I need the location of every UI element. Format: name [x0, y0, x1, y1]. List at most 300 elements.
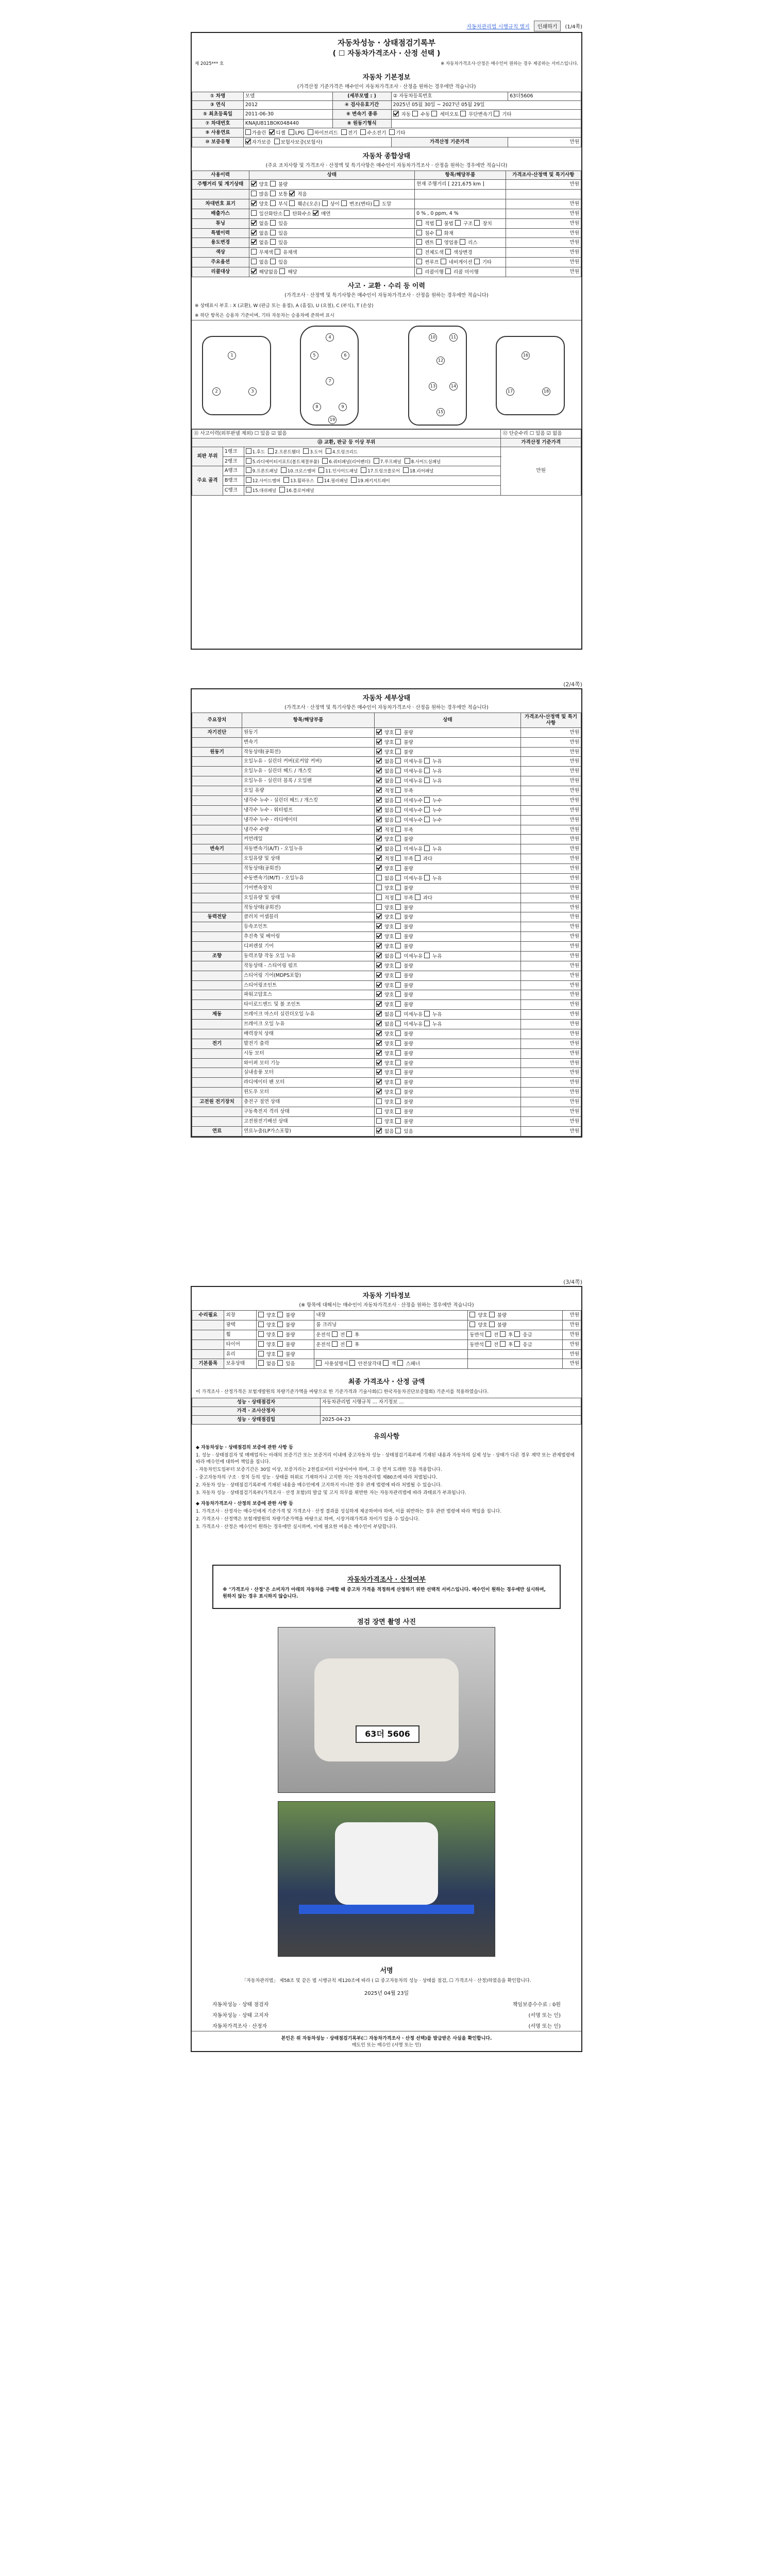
checkbox[interactable] [424, 807, 430, 812]
checkbox[interactable] [246, 487, 251, 493]
checkbox[interactable] [395, 1040, 401, 1046]
basic-cell: ⑤ 최초등록일 [192, 109, 244, 119]
checkbox[interactable] [376, 1021, 382, 1026]
checkbox[interactable] [279, 487, 285, 493]
checkbox[interactable] [258, 1321, 264, 1327]
checkbox[interactable] [395, 962, 401, 968]
part-option[interactable]: 14.필러패널 [317, 477, 348, 484]
checkbox[interactable] [395, 933, 401, 939]
checkbox[interactable] [395, 817, 401, 822]
checkbox[interactable] [485, 1341, 491, 1347]
checkbox[interactable] [376, 787, 382, 793]
checkbox[interactable] [376, 845, 382, 851]
detail-group: 자기진단 [192, 727, 242, 737]
checkbox[interactable] [376, 739, 382, 744]
checkbox[interactable] [245, 129, 251, 135]
sign-value: 2025-04-23 [320, 1416, 581, 1425]
checkbox[interactable] [332, 1341, 338, 1347]
checkbox[interactable] [251, 249, 257, 255]
detail-group [192, 1029, 242, 1039]
checkbox[interactable] [246, 458, 251, 464]
checkbox[interactable] [270, 191, 276, 196]
warranty-option[interactable]: 보험사보증(보험사) [274, 139, 323, 146]
checkbox[interactable] [283, 477, 289, 483]
checkbox[interactable] [376, 885, 382, 890]
checkbox[interactable] [415, 855, 421, 861]
checkbox[interactable] [313, 210, 318, 216]
checkbox[interactable] [376, 749, 382, 754]
checkbox[interactable] [474, 220, 480, 226]
law-link[interactable]: 자동차관리법 시행규칙 별지 [466, 24, 530, 30]
checkbox[interactable] [514, 1331, 520, 1337]
checkbox[interactable] [346, 1341, 352, 1347]
checkbox[interactable] [376, 768, 382, 773]
checkbox[interactable] [395, 749, 401, 754]
checkbox[interactable] [489, 1321, 495, 1327]
checkbox[interactable] [395, 797, 401, 803]
state-cell: 용도변경 [192, 238, 249, 248]
basic-cell [391, 119, 581, 128]
checkbox[interactable] [395, 729, 401, 735]
checkbox[interactable] [460, 239, 465, 245]
sign-label: 성능 · 상태점검일 [192, 1416, 321, 1425]
checkbox[interactable] [500, 1341, 506, 1347]
detail-row [192, 854, 581, 864]
sign-value: 자동차관리법 시행규칙 ... 자기정보 ... [320, 1398, 581, 1407]
part-option[interactable]: 10.크로스멤버 [281, 467, 316, 474]
detail-status: 양호 불량 [375, 912, 521, 922]
checkbox[interactable] [376, 1050, 382, 1056]
others-cell [314, 1349, 468, 1359]
checkbox[interactable] [376, 817, 382, 822]
frame-items-a [244, 466, 501, 476]
checkbox[interactable] [376, 1060, 382, 1065]
checkbox[interactable] [303, 448, 309, 454]
checkbox[interactable] [251, 210, 257, 216]
checkbox[interactable] [424, 953, 430, 958]
checkbox[interactable] [277, 1331, 283, 1337]
checkbox[interactable] [514, 1341, 520, 1347]
checkbox[interactable] [416, 268, 422, 274]
checkbox[interactable] [424, 1011, 430, 1016]
checkbox[interactable] [376, 1030, 382, 1036]
checkbox[interactable] [395, 972, 401, 978]
part-option[interactable]: 11.인사이드패널 [318, 467, 358, 474]
checkbox[interactable] [424, 875, 430, 880]
checkbox[interactable] [441, 259, 446, 264]
part-option[interactable]: 7.루프패널 [374, 458, 401, 465]
checkbox[interactable] [376, 953, 382, 958]
checkbox[interactable] [395, 758, 401, 764]
checkbox[interactable] [395, 1098, 401, 1104]
checkbox[interactable] [258, 1331, 264, 1337]
checkbox[interactable] [376, 826, 382, 832]
checkbox[interactable] [270, 200, 276, 206]
signature-mark[interactable]: (서명 또는 인) [528, 2012, 561, 2019]
checkbox[interactable] [376, 913, 382, 919]
page-2 [191, 680, 582, 1273]
checkbox[interactable] [258, 1341, 264, 1347]
checkbox[interactable] [395, 923, 401, 929]
part-option[interactable]: 16.플로어패널 [279, 487, 314, 494]
checkbox[interactable] [376, 865, 382, 871]
detail-row [192, 990, 581, 1000]
checkbox[interactable] [395, 1118, 401, 1124]
checkbox[interactable] [395, 739, 401, 744]
checkbox[interactable] [395, 1108, 401, 1114]
detail-status: 양호 불량 [375, 922, 521, 932]
checkbox[interactable] [395, 845, 401, 851]
checkbox[interactable] [376, 991, 382, 997]
checkbox[interactable] [289, 200, 295, 206]
part-option[interactable]: 9.프론트패널 [246, 467, 278, 474]
fuel-option[interactable]: 기타 [389, 129, 405, 137]
checkbox[interactable] [403, 467, 409, 473]
checkbox[interactable] [277, 1312, 283, 1317]
checkbox[interactable] [251, 181, 257, 187]
checkbox[interactable] [395, 982, 401, 988]
fuel-option[interactable]: 수소전기 [360, 129, 386, 137]
checkbox[interactable] [500, 1331, 506, 1337]
others-cell: 양호 불량 [468, 1311, 562, 1320]
detail-item: 자동변속기(A/T) - 오일누유 [242, 844, 375, 854]
checkbox[interactable] [376, 758, 382, 764]
checkbox[interactable] [455, 220, 461, 226]
checkbox[interactable] [277, 1321, 283, 1327]
checkbox[interactable] [246, 467, 251, 473]
checkbox[interactable] [395, 1011, 401, 1016]
checkbox[interactable] [431, 111, 437, 116]
checkbox[interactable] [436, 220, 442, 226]
checkbox[interactable] [281, 467, 287, 473]
signature-mark[interactable]: (서명 또는 인) [528, 2023, 561, 2029]
checkbox[interactable] [341, 129, 347, 135]
part-option[interactable]: 19.패키지트레이 [351, 477, 390, 484]
checkbox[interactable] [376, 807, 382, 812]
sign-label: 가격 · 조사산정자 [192, 1407, 321, 1416]
fuel-option[interactable]: 디젤 [269, 129, 285, 137]
checkbox[interactable] [277, 1351, 283, 1357]
checkbox[interactable] [376, 982, 382, 988]
checkbox[interactable] [246, 477, 251, 483]
checkbox[interactable] [270, 259, 276, 264]
frame-rank-b: B랭크 [223, 476, 244, 486]
checkbox[interactable] [277, 1360, 283, 1366]
checkbox[interactable] [332, 1331, 338, 1337]
sign-value [320, 1407, 581, 1416]
checkbox[interactable] [351, 477, 357, 483]
detail-price: 만원 [521, 932, 581, 942]
checkbox[interactable] [270, 230, 276, 235]
checkbox[interactable] [326, 448, 331, 454]
checkbox[interactable] [389, 129, 395, 135]
guide-paragraph: - 자동차인도일부터 보증기간은 30일 이상, 보증거리는 2천킬로미터 이상이어야 하며, 그 중 먼저 도래한 것을 적용합니다. [196, 1467, 442, 1473]
checkbox[interactable] [316, 1360, 322, 1366]
checkbox[interactable] [424, 1021, 430, 1026]
fuel-option[interactable]: 하이브리드 [308, 129, 338, 137]
detail-row [192, 757, 581, 767]
checkbox[interactable] [424, 768, 430, 773]
checkbox[interactable] [289, 191, 295, 196]
detail-row [192, 1048, 581, 1058]
checkbox[interactable] [251, 259, 257, 264]
detail-item: 커먼레일 [242, 835, 375, 844]
state-cell: 만원 [506, 248, 581, 258]
checkbox[interactable] [376, 962, 382, 968]
checkbox[interactable] [270, 239, 276, 245]
checkbox[interactable] [376, 1108, 382, 1114]
checkbox[interactable] [376, 1079, 382, 1084]
checkbox[interactable] [416, 230, 422, 235]
part-option[interactable]: 13.휠하우스 [283, 477, 314, 484]
checkbox[interactable] [251, 230, 257, 235]
warranty-option[interactable]: 자가보증 [245, 139, 271, 146]
checkbox[interactable] [485, 1331, 491, 1337]
checkbox[interactable] [376, 1001, 382, 1007]
checkbox[interactable] [395, 768, 401, 773]
checkbox[interactable] [268, 448, 274, 454]
checkbox[interactable] [376, 1040, 382, 1046]
checkbox[interactable] [322, 458, 328, 464]
checkbox[interactable] [258, 1360, 264, 1366]
checkbox[interactable] [376, 1118, 382, 1124]
others-row [192, 1349, 581, 1359]
checkbox[interactable] [460, 111, 466, 116]
checkbox[interactable] [376, 855, 382, 861]
simple-repair: ⑫ 단순수리 ☐ 있음 ☑ 없음 [501, 429, 581, 438]
others-row [192, 1311, 581, 1320]
detail-price: 만원 [521, 1107, 581, 1116]
checkbox[interactable] [489, 1312, 495, 1317]
detail-row [192, 1020, 581, 1029]
page-number-3: (3/4쪽) [563, 1279, 582, 1285]
basic-cell: ① 차명 [192, 92, 244, 101]
checkbox[interactable] [395, 1079, 401, 1084]
checkbox[interactable] [318, 467, 324, 473]
checkbox[interactable] [317, 477, 323, 483]
others-cell: 수리필요 [192, 1311, 224, 1320]
checkbox[interactable] [258, 1312, 264, 1317]
signature-mark[interactable]: 책임보증수수료 : 0원 [512, 2002, 561, 2008]
detail-price: 만원 [521, 1039, 581, 1048]
checkbox[interactable] [246, 448, 251, 454]
detail-group: 동력전달 [192, 912, 242, 922]
checkbox[interactable] [424, 758, 430, 764]
checkbox[interactable] [416, 249, 422, 255]
checkbox[interactable] [395, 787, 401, 793]
detail-group [192, 757, 242, 767]
checkbox[interactable] [424, 817, 430, 822]
checkbox[interactable] [376, 923, 382, 929]
detail-item: 냉각수 누수 - 라디에이터 [242, 815, 375, 825]
checkbox[interactable] [395, 1001, 401, 1007]
basic-cell: KNAJU811BOK048440 [243, 119, 332, 128]
checkbox[interactable] [349, 1360, 355, 1366]
checkbox[interactable] [416, 239, 422, 245]
checkbox[interactable] [376, 933, 382, 939]
checkbox[interactable] [245, 139, 251, 144]
checkbox[interactable] [376, 1098, 382, 1104]
checkbox[interactable] [395, 875, 401, 880]
checkbox[interactable] [277, 1341, 283, 1347]
checkbox[interactable] [395, 1089, 401, 1094]
fuel-option[interactable]: 전기 [341, 129, 357, 137]
checkbox[interactable] [436, 239, 442, 245]
checkbox[interactable] [416, 220, 422, 226]
checkbox[interactable] [395, 807, 401, 812]
checkbox[interactable] [469, 1312, 475, 1317]
print-button[interactable]: 인쇄하기 [534, 21, 561, 31]
state-cell: 많음 보통 적음 [249, 190, 415, 199]
checkbox[interactable] [376, 943, 382, 948]
others-cell: 동반석 전 후 응급 [468, 1340, 562, 1349]
checkbox[interactable] [308, 129, 313, 135]
checkbox[interactable] [383, 1360, 389, 1366]
checkbox[interactable] [395, 865, 401, 871]
part-marker: 12 [436, 357, 445, 365]
detail-status: 양호 불량 [375, 835, 521, 844]
checkbox[interactable] [395, 885, 401, 890]
detail-group [192, 922, 242, 932]
checkbox[interactable] [395, 826, 401, 832]
part-option[interactable]: 18.리어패널 [403, 467, 433, 474]
checkbox[interactable] [251, 268, 257, 274]
detail-price: 만원 [521, 825, 581, 835]
detail-item: 윈도우 모터 [242, 1088, 375, 1097]
part-option[interactable]: 4.트렁크리드 [326, 448, 358, 455]
part-option[interactable]: 15.대쉬패널 [246, 487, 276, 494]
checkbox[interactable] [395, 1069, 401, 1075]
detail-group [192, 737, 242, 747]
checkbox[interactable] [289, 129, 294, 135]
checkbox[interactable] [395, 943, 401, 948]
checkbox[interactable] [275, 249, 280, 255]
checkbox[interactable] [376, 729, 382, 735]
part-option[interactable]: 6.쿼터패널(리어펜더) [322, 458, 370, 465]
checkbox[interactable] [445, 249, 451, 255]
checkbox[interactable] [424, 777, 430, 783]
checkbox[interactable] [395, 1030, 401, 1036]
part-option[interactable]: 1.후드 [246, 448, 265, 455]
checkbox[interactable] [251, 220, 257, 226]
checkbox[interactable] [494, 111, 499, 116]
checkbox[interactable] [376, 836, 382, 841]
checkbox[interactable] [469, 1321, 475, 1327]
checkbox[interactable] [361, 467, 366, 473]
fuel-option[interactable]: 가솔린 [245, 129, 266, 137]
checkbox[interactable] [395, 855, 401, 861]
checkbox[interactable] [360, 129, 366, 135]
checkbox[interactable] [424, 845, 430, 851]
others-cell: 운전석 전 후 [314, 1340, 468, 1349]
checkbox[interactable] [393, 111, 399, 116]
checkbox[interactable] [346, 1331, 352, 1337]
checkbox[interactable] [405, 458, 410, 464]
part-option[interactable]: 8.사이드실패널 [405, 458, 441, 465]
detail-status: 양호 불량 [375, 942, 521, 952]
checkbox[interactable] [374, 200, 379, 206]
checkbox[interactable] [376, 1089, 382, 1094]
checkbox[interactable] [445, 268, 451, 274]
checkbox[interactable] [270, 220, 276, 226]
others-table [192, 1310, 581, 1369]
state-head-cell: 항목/해당부품 [415, 171, 506, 180]
checkbox[interactable] [395, 777, 401, 783]
detail-item: 냉각수 누수 - 실린더 헤드 / 개스킷 [242, 795, 375, 805]
checkbox[interactable] [341, 200, 347, 206]
state-head-cell: 상태 [249, 171, 415, 180]
checkbox[interactable] [251, 239, 257, 245]
checkbox[interactable] [416, 259, 422, 264]
checkbox[interactable] [376, 904, 382, 910]
accident-legend-2: ※ 하단 항목은 승용차 기준이며, 기타 자동차는 승용차에 준하여 표시 [195, 313, 334, 318]
part-option[interactable]: 3.도어 [303, 448, 323, 455]
checkbox[interactable] [258, 1351, 264, 1357]
checkbox[interactable] [376, 1069, 382, 1075]
checkbox[interactable] [395, 991, 401, 997]
part-option[interactable]: 17.트렁크플로어 [361, 467, 400, 474]
checkbox[interactable] [251, 191, 257, 196]
checkbox[interactable] [376, 777, 382, 783]
checkbox[interactable] [395, 1050, 401, 1056]
checkbox[interactable] [284, 210, 290, 216]
checkbox[interactable] [395, 836, 401, 841]
checkbox[interactable] [251, 200, 257, 206]
checkbox[interactable] [436, 230, 442, 235]
checkbox[interactable] [395, 953, 401, 958]
checkbox[interactable] [395, 904, 401, 910]
checkbox[interactable] [397, 1360, 403, 1366]
checkbox[interactable] [415, 894, 421, 900]
checkbox[interactable] [376, 894, 382, 900]
part-option[interactable]: 5.라디에이터서포트(볼트체결부품) [246, 458, 320, 465]
fuel-option[interactable]: LPG [289, 129, 305, 137]
checkbox[interactable] [322, 200, 328, 206]
checkbox[interactable] [395, 1128, 401, 1133]
others-price: 만원 [562, 1349, 581, 1359]
detail-status: 양호 불량 [375, 971, 521, 980]
others-cell: 양호 불량 [256, 1320, 314, 1330]
checkbox[interactable] [395, 894, 401, 900]
detail-status: 양호 불량 [375, 1116, 521, 1126]
part-option[interactable]: 12.사이드멤버 [246, 477, 281, 484]
checkbox[interactable] [269, 129, 275, 135]
checkbox[interactable] [376, 972, 382, 978]
checkbox[interactable] [374, 458, 379, 464]
detail-row [192, 971, 581, 980]
checkbox[interactable] [395, 1021, 401, 1026]
checkbox[interactable] [376, 875, 382, 880]
checkbox[interactable] [274, 139, 280, 144]
checkbox[interactable] [474, 259, 480, 264]
detail-item: 디퍼렌셜 기어 [242, 942, 375, 952]
state-row [192, 190, 581, 199]
checkbox[interactable] [412, 111, 418, 116]
detail-price: 만원 [521, 776, 581, 786]
checkbox[interactable] [376, 1128, 382, 1133]
checkbox[interactable] [279, 268, 285, 274]
photo-front [278, 1627, 495, 1793]
checkbox[interactable] [270, 181, 276, 187]
part-option[interactable]: 2.프론트휀더 [268, 448, 300, 455]
detail-price: 만원 [521, 844, 581, 854]
checkbox[interactable] [376, 1011, 382, 1016]
checkbox[interactable] [395, 1060, 401, 1065]
checkbox[interactable] [376, 797, 382, 803]
detail-item: 스티어링조인트 [242, 980, 375, 990]
checkbox[interactable] [424, 797, 430, 803]
checkbox[interactable] [395, 913, 401, 919]
